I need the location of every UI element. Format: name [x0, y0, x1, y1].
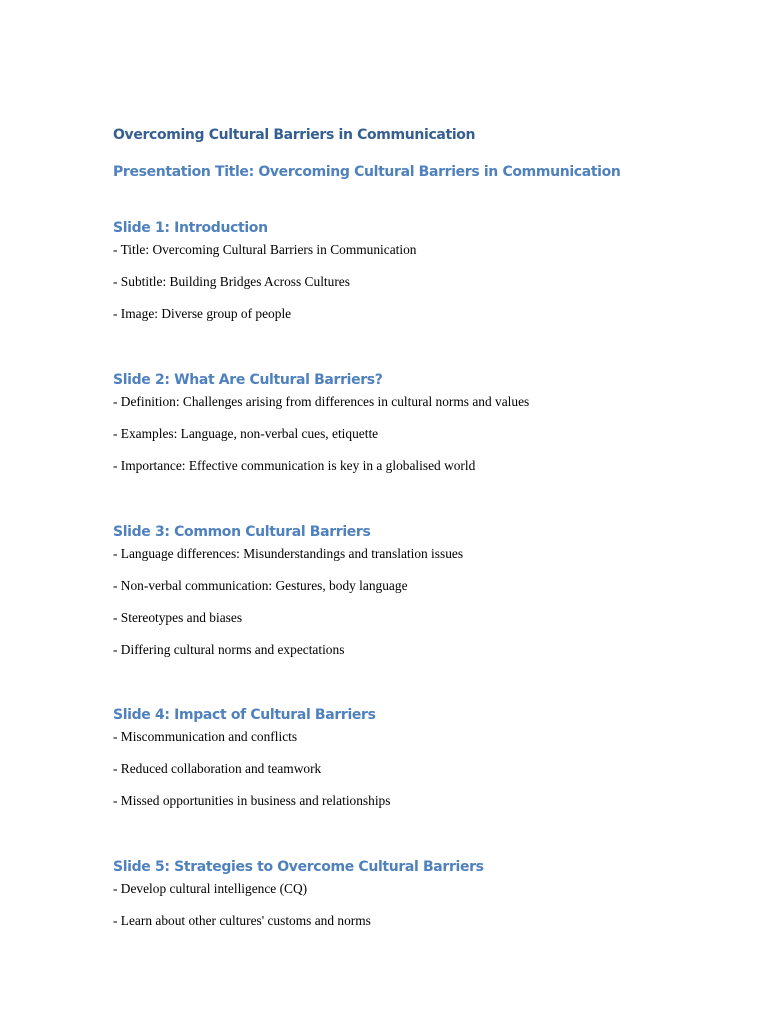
document-title: Overcoming Cultural Barriers in Communication: [113, 127, 476, 143]
document-page: [113, 0, 713, 1024]
bullet-item: - Miscommunication and conflicts: [113, 729, 298, 744]
bullet-item: - Importance: Effective communication is key in a globalised world: [113, 458, 476, 473]
bullet-item: - Missed opportunities in business and relationships: [113, 793, 391, 808]
slide-heading: Slide 4: Impact of Cultural Barriers: [113, 707, 376, 723]
bullet-item: - Non-verbal communication: Gestures, body language: [113, 578, 408, 593]
slide-heading: Slide 5: Strategies to Overcome Cultural Barriers: [113, 859, 484, 875]
bullet-item: - Title: Overcoming Cultural Barriers in Communication: [113, 242, 417, 257]
bullet-item: - Image: Diverse group of people: [113, 306, 292, 321]
bullet-item: - Learn about other cultures' customs and norms: [113, 913, 371, 928]
presentation-title: Presentation Title: Overcoming Cultural Barriers in Communication: [113, 164, 621, 180]
bullet-item: - Examples: Language, non-verbal cues, etiquette: [113, 426, 379, 441]
slide-heading: Slide 3: Common Cultural Barriers: [113, 524, 371, 540]
bullet-item: - Reduced collaboration and teamwork: [113, 761, 322, 776]
slide-heading: Slide 2: What Are Cultural Barriers?: [113, 372, 383, 388]
bullet-item: - Develop cultural intelligence (CQ): [113, 881, 308, 896]
bullet-item: - Stereotypes and biases: [113, 610, 243, 625]
bullet-item: - Definition: Challenges arising from differences in cultural norms and values: [113, 394, 530, 409]
bullet-item: - Differing cultural norms and expectations: [113, 642, 345, 657]
bullet-item: - Language differences: Misunderstandings and translation issues: [113, 546, 464, 561]
bullet-item: - Subtitle: Building Bridges Across Cultures: [113, 274, 350, 289]
slide-heading: Slide 1: Introduction: [113, 220, 268, 236]
